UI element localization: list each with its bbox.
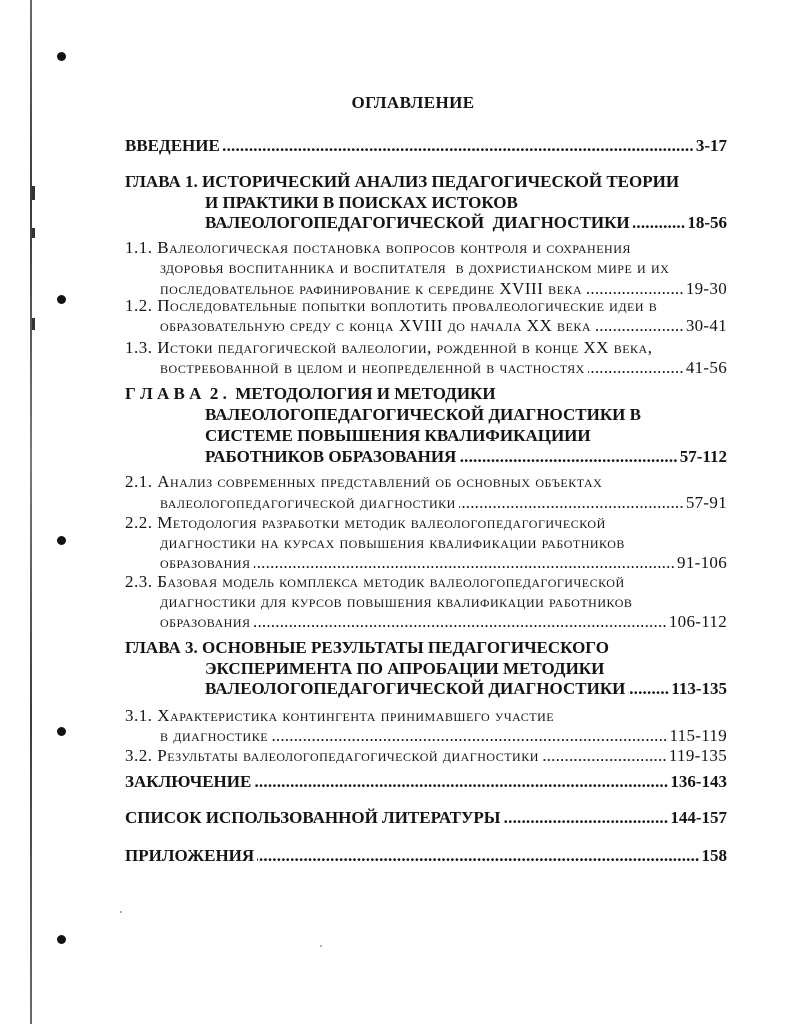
toc-dot-leader [254, 612, 667, 632]
toc-entry-line: И ПРАКТИКИ В ПОИСКАХ ИСТОКОВ [205, 192, 518, 212]
punch-hole-mark [57, 536, 66, 545]
toc-entry-line: 1.2. Последовательные попытки воплотить провалеологические идеи в [125, 296, 658, 315]
toc-entry-title: ПРИЛОЖЕНИЯ [125, 846, 255, 865]
toc-entry-title: ЗАКЛЮЧЕНИЕ [125, 772, 252, 791]
toc-entry-conclusion [125, 772, 727, 793]
punch-hole-mark [57, 935, 66, 944]
toc-page-number: 91-106 [677, 553, 727, 572]
toc-entry-line [125, 316, 727, 336]
toc-entry-title: ВАЛЕОЛОГОПЕДАГОГИЧЕСКОЙ ДИАГНОСТИКИ [205, 679, 626, 698]
scan-speck [120, 911, 122, 913]
toc-dot-leader [542, 746, 667, 766]
toc-entry-line: здоровья воспитанника и воспитателя в дохристианском мире и их [160, 258, 670, 278]
toc-dot-leader [254, 553, 676, 573]
toc-entry-line [125, 358, 727, 378]
toc-entry-line [125, 612, 727, 632]
toc-entry-section-2-1 [125, 472, 727, 514]
toc-dot-leader [257, 846, 699, 867]
toc-entry-line [125, 772, 727, 793]
toc-entry-line [125, 446, 727, 467]
toc-entry-line [125, 679, 727, 700]
scan-mark [32, 318, 35, 330]
toc-entry-line: 3.1. Характеристика контингента принимавшего участие [125, 706, 555, 725]
scan-mark [32, 228, 35, 238]
toc-dot-leader [223, 136, 694, 157]
toc-page-number: 41-56 [685, 358, 727, 378]
toc-entry-section-1-2 [125, 296, 727, 337]
toc-dot-leader [588, 358, 684, 378]
toc-entry-title: СПИСОК ИСПОЛЬЗОВАННОЙ ЛИТЕРАТУРЫ [125, 808, 501, 827]
toc-page-number: 136-143 [670, 772, 727, 791]
toc-entry-line: диагностики на курсах повышения квалификации работников [160, 533, 625, 552]
toc-entry-title: востребованной в целом и неопределенной в частностях [160, 358, 585, 378]
toc-entry-line: 1.3. Истоки педагогической валеологии, рожденной в конце XX века, [125, 338, 653, 357]
toc-entry-title: в диагностике [160, 726, 269, 745]
toc-entry-title: ВВЕДЕНИЕ [125, 136, 220, 155]
toc-page-number: 30-41 [685, 316, 727, 336]
toc-entry-line: 2.1. Анализ современных представлений об основных объектах [125, 472, 603, 491]
toc-entry-title: образования [160, 612, 251, 631]
toc-entry-line: ВАЛЕОЛОГОПЕДАГОГИЧЕСКОЙ ДИАГНОСТИКИ В [205, 405, 641, 424]
toc-dot-leader [633, 213, 686, 234]
punch-hole-mark [57, 52, 66, 61]
toc-dot-leader [459, 446, 677, 467]
toc-page-number: 57-91 [685, 492, 727, 512]
toc-entry-line: ЭКСПЕРИМЕНТА ПО АПРОБАЦИИ МЕТОДИКИ [205, 658, 605, 678]
toc-entry-line: 2.2. Методология разработки методик валеологопедагогической [125, 513, 606, 532]
toc-page-number: 19-30 [685, 278, 727, 298]
table-of-contents [125, 0, 727, 1024]
toc-entry-line: СИСТЕМЕ ПОВЫШЕНИЯ КВАЛИФИКАЦИИИ [205, 426, 591, 445]
toc-entry-section-1-1 [125, 238, 727, 299]
toc-entry-line [125, 846, 727, 867]
toc-entry-line: ГЛАВА 1. ИСТОРИЧЕСКИЙ АНАЛИЗ ПЕДАГОГИЧЕСКОЙ ТЕОРИИ [125, 172, 680, 191]
toc-page-number: 3-17 [695, 136, 727, 155]
toc-dot-leader [271, 726, 667, 746]
toc-entry-chapter-2 [125, 383, 727, 467]
toc-page-number: 119-135 [668, 746, 727, 765]
toc-entry-line [125, 213, 727, 234]
toc-entry-section-3-1 [125, 706, 727, 746]
toc-entry-line [125, 136, 727, 157]
toc-entry-introduction [125, 136, 727, 157]
toc-entry-section-3-2 [125, 746, 727, 766]
punch-hole-mark [57, 295, 66, 304]
toc-page-number: 106-112 [668, 612, 727, 631]
toc-entry-line: 2.3. Базовая модель комплекса методик валеологопедагогической [125, 572, 625, 591]
toc-entry-appendices [125, 846, 727, 867]
toc-page-number: 144-157 [670, 808, 727, 827]
toc-entry-section-2-3 [125, 572, 727, 632]
toc-entry-line [125, 726, 727, 746]
toc-dot-leader [504, 808, 669, 829]
toc-entry-section-1-3 [125, 338, 727, 379]
toc-entry-title: ВАЛЕОЛОГОПЕДАГОГИЧЕСКОЙ ДИАГНОСТИКИ [205, 213, 630, 232]
toc-entry-line: Г Л А В А 2 . МЕТОДОЛОГИЯ И МЕТОДИКИ [125, 384, 496, 403]
punch-hole-mark [57, 727, 66, 736]
scan-binding-edge [30, 0, 32, 1024]
toc-entry-title: образовательную среду с конца XVIII до начала XX века [160, 316, 592, 336]
page-title: ОГЛАВЛЕНИЕ [351, 93, 475, 112]
toc-page-number: 115-119 [669, 726, 727, 745]
scan-mark [32, 186, 35, 200]
toc-entry-section-2-2 [125, 513, 727, 573]
toc-dot-leader [459, 493, 684, 514]
toc-entry-line [125, 808, 727, 829]
toc-entry-line [125, 493, 727, 514]
toc-entry-chapter-1 [125, 172, 727, 234]
toc-entry-title: РАБОТНИКОВ ОБРАЗОВАНИЯ [205, 447, 457, 466]
toc-entry-line [125, 746, 727, 766]
toc-dot-leader [594, 316, 684, 336]
toc-dot-leader [254, 772, 668, 793]
toc-entry-title: валеологопедагогической диагностики [160, 492, 456, 512]
toc-entry-line: ГЛАВА 3. ОСНОВНЫЕ РЕЗУЛЬТАТЫ ПЕДАГОГИЧЕСКОГО [125, 638, 609, 657]
toc-entry-line [125, 553, 727, 573]
toc-entry-title: последовательное рафинирование к середине XVIII века [160, 278, 583, 298]
toc-dot-leader [628, 679, 669, 700]
toc-page-number: 57-112 [679, 447, 727, 466]
toc-entry-title: 3.2. Результаты валеологопедагогической диагностики [125, 746, 539, 765]
toc-page-number: 113-135 [671, 679, 727, 698]
toc-entry-line: диагностики для курсов повышения квалификации работников [160, 592, 633, 611]
toc-page-number: 158 [701, 846, 727, 865]
toc-page-number: 18-56 [687, 213, 727, 232]
toc-entry-chapter-3 [125, 638, 727, 700]
toc-entry-line: 1.1. Валеологическая постановка вопросов контроля и сохранения [125, 238, 631, 257]
toc-entry-title: образования [160, 553, 251, 572]
toc-entry-bibliography [125, 808, 727, 829]
